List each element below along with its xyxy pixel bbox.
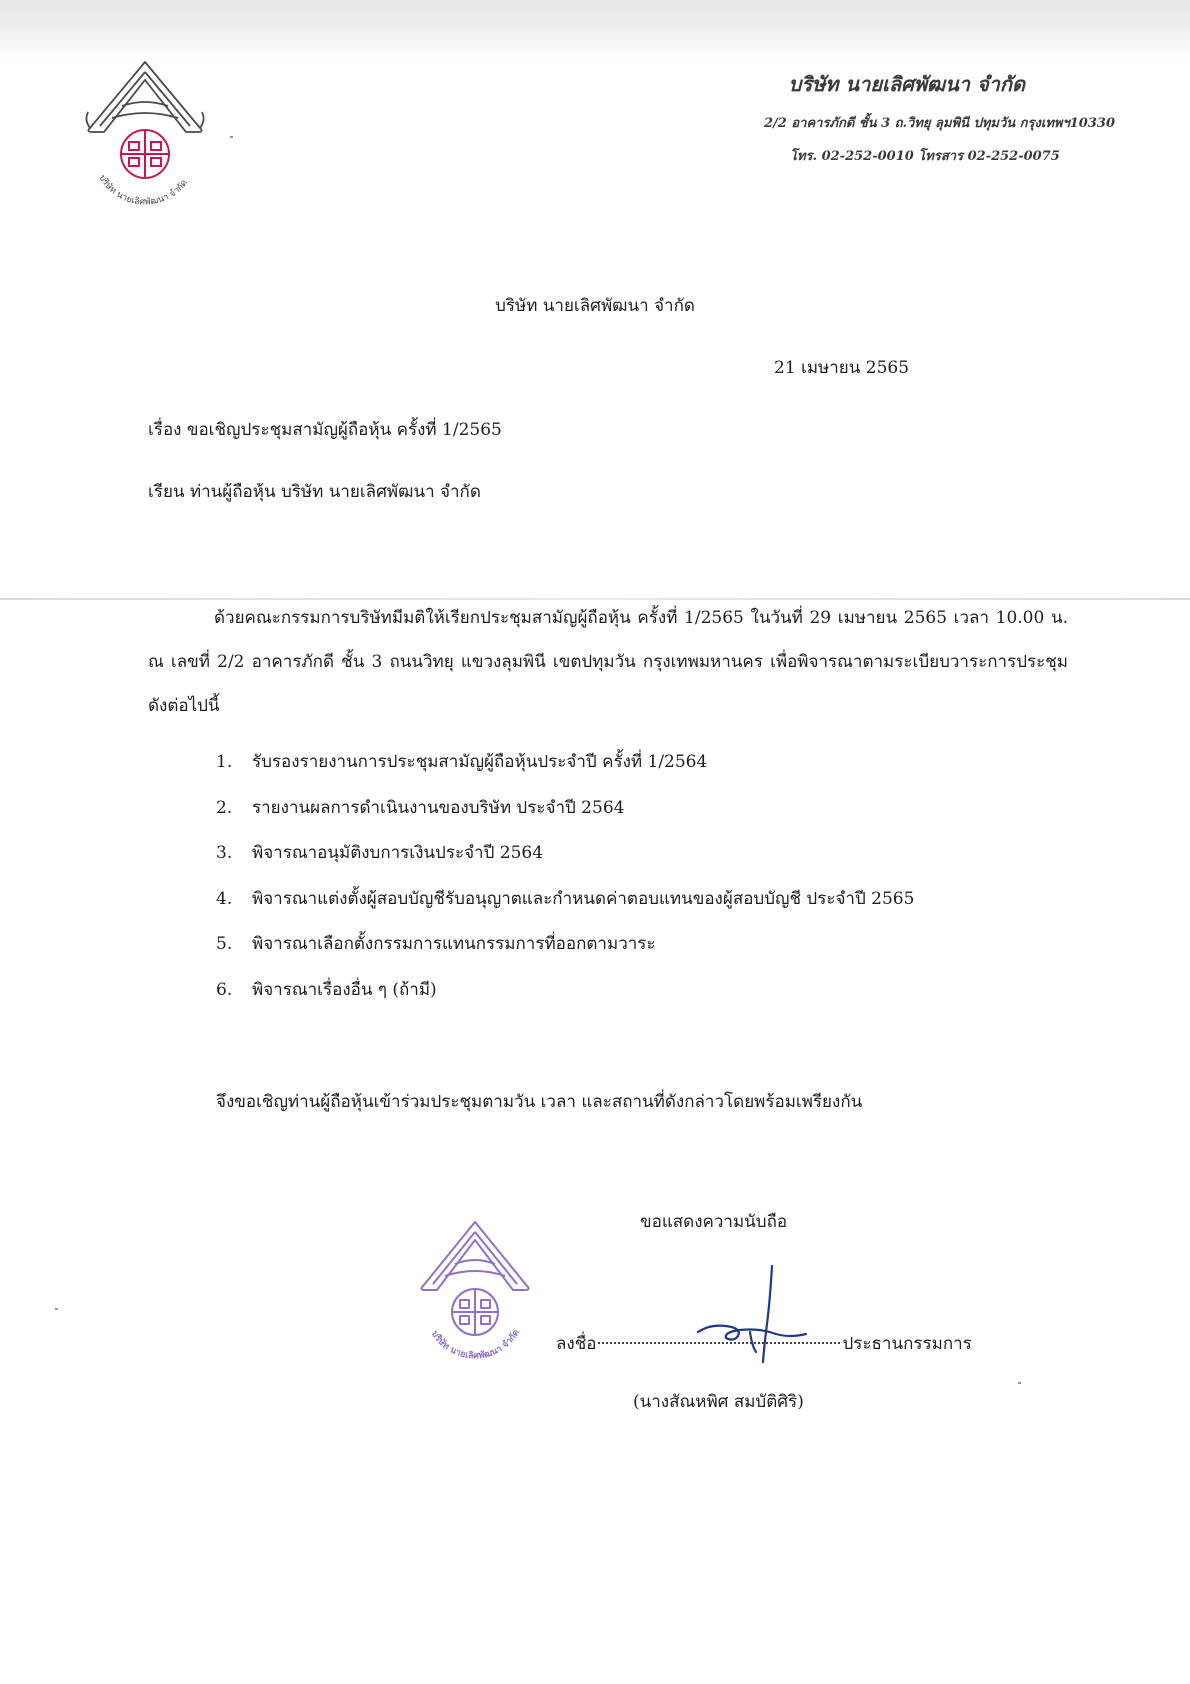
company-stamp — [415, 1218, 535, 1368]
letterhead-phone: โทร. 02-252-0010 โทรสาร 02-252-0075 — [790, 149, 1060, 164]
letter-regards: ขอแสดงความนับถือ — [640, 1212, 788, 1232]
letter-recipient: เรียน ท่านผู้ถือหุ้น บริษัท นายเลิศพัฒนา จำกัด — [148, 482, 481, 502]
letterhead-company-name: บริษัท นายเลิศพัฒนา จำกัด — [788, 72, 1025, 96]
letter-date: 21 เมษายน 2565 — [774, 358, 910, 378]
scan-shading — [0, 0, 1190, 60]
letter-subject: เรื่อง ขอเชิญประชุมสามัญผู้ถือหุ้น ครั้งที่ 1/2565 — [148, 420, 502, 440]
logo-text: บริษัท นายเลิศพัฒนา จำกัด — [96, 173, 191, 208]
scan-speck — [1018, 1382, 1021, 1384]
scan-speck — [55, 1308, 58, 1310]
agenda-item: 4. พิจารณาแต่งตั้งผู้สอบบัญชีรับอนุญาตและกำหนดค่าตอบแทนของผู้สอบบัญชี ประจำปี 2565 — [216, 888, 915, 909]
agenda-list — [216, 748, 914, 1021]
letter-closing: จึงขอเชิญท่านผู้ถือหุ้นเข้าร่วมประชุมตามวัน เวลา และสถานที่ดังกล่าวโดยพร้อมเพรียงกัน — [216, 1092, 863, 1112]
letterhead-address: 2/2 อาคารภักดี ชั้น 3 ถ.วิทยุ ลุมพินี ปทุมวัน กรุงเทพฯ10330 — [763, 116, 1115, 131]
sign-title: ประธานกรรมการ — [842, 1334, 972, 1354]
handwritten-signature — [690, 1262, 810, 1372]
company-logo — [82, 58, 208, 208]
scan-speck — [230, 136, 233, 138]
agenda-item: 6. พิจารณาเรื่องอื่น ๆ (ถ้ามี) — [216, 979, 437, 1000]
sign-prefix: ลงชื่อ — [556, 1334, 597, 1354]
agenda-item: 1. รับรองรายงานการประชุมสามัญผู้ถือหุ้นประจำปี ครั้งที่ 1/2564 — [216, 752, 708, 772]
letter-title: บริษัท นายเลิศพัฒนา จำกัด — [495, 296, 695, 316]
signer-name: (นางสัณหพิศ สมบัติศิริ) — [633, 1392, 804, 1412]
agenda-item: 3. พิจารณาอนุมัติงบการเงินประจำปี 2564 — [216, 843, 544, 863]
agenda-item: 2. รายงานผลการดำเนินงานของบริษัท ประจำปี 2564 — [216, 797, 625, 818]
agenda-item: 5. พิจารณาเลือกตั้งกรรมการแทนกรรมการที่ออกตามวาระ — [216, 934, 656, 954]
stamp-text: บริษัท นายเลิศพัฒนา จำกัด — [428, 1328, 522, 1362]
letter-body: ด้วยคณะกรรมการบริษัทมีมติให้เรียกประชุมสามัญผู้ถือหุ้น ครั้งที่ 1/2565 ในวันที่ 29 เมษายน 2565 เวลา 10.00 น. ณ เลขที่ 2/2 อาคารภักดี ชั้น 3 ถนนวิทยุ แขวงลุมพินี เขตปทุมวัน กรุงเทพมหานคร เพื่อพิจารณาตามระเบียบวาระการประชุมดังต่อไปนี้ — [148, 608, 1068, 716]
